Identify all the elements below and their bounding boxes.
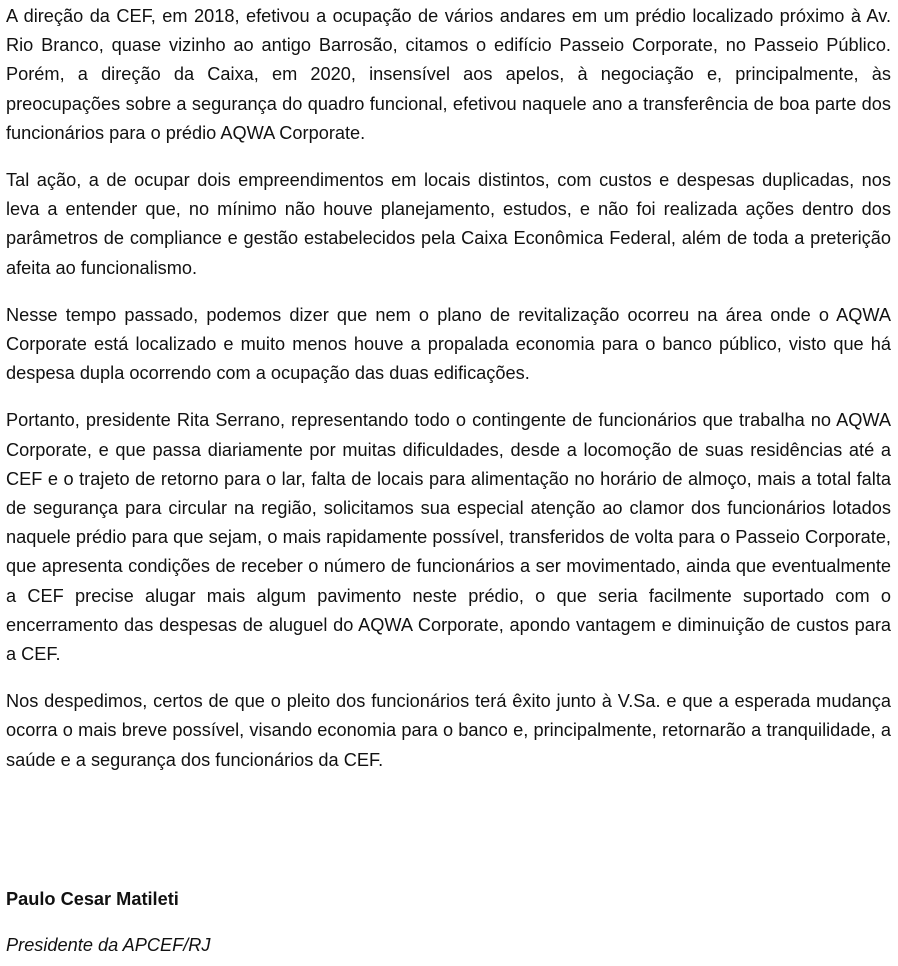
paragraph-5: Nos despedimos, certos de que o pleito dos funcionários terá êxito junto à V.Sa. e que a esperada mudança ocorra o mais breve possível, visando economia para o banco e, principalmente, retornarão a tranquilidade, a saúde e a segurança dos funcionários da CEF. xyxy=(6,691,891,770)
paragraph-4: Portanto, presidente Rita Serrano, representando todo o contingente de funcionários que trabalha no AQWA Corporate, e que passa diariamente por muitas dificuldades, desde a locomoção de suas residências até a CEF e o trajeto de retorno para o lar, falta de locais para alimentação no horário de almoço, mais a total falta de segurança para circular na região, solicitamos sua especial atenção ao clamor dos funcionários lotados naquele prédio para que sejam, o mais rapidamente possível, transferidos de volta para o Passeio Corporate, que apresenta condições de receber o número de funcionários a ser movimentado, ainda que eventualmente a CEF precise alugar mais algum pavimento neste prédio, o que seria facilmente suportado com o encerramento das despesas de aluguel do AQWA Corporate, apondo vantagem e diminuição de custos para a CEF. xyxy=(6,410,891,665)
letter-body xyxy=(6,2,891,793)
paragraph-1: A direção da CEF, em 2018, efetivou a ocupação de vários andares em um prédio localizado próximo à Av. Rio Branco, quase vizinho ao antigo Barrosão, citamos o edifício Passeio Corporate, no Passeio Público. Porém, a direção da Caixa, em 2020, insensível aos apelos, à negociação e, principalmente, às preocupações sobre a segurança do quadro funcional, efetivou naquele ano a transferência de boa parte dos funcionários para o prédio AQWA Corporate. xyxy=(6,6,891,143)
signatory-title: Presidente da APCEF/RJ xyxy=(6,935,211,955)
signature-block xyxy=(6,885,891,960)
signatory-name: Paulo Cesar Matileti xyxy=(6,889,179,909)
paragraph-3: Nesse tempo passado, podemos dizer que nem o plano de revitalização ocorreu na área onde o AQWA Corporate está localizado e muito menos houve a propalada economia para o banco público, visto que há despesa dupla ocorrendo com a ocupação das duas edificações. xyxy=(6,304,891,384)
paragraph-2: Tal ação, a de ocupar dois empreendimentos em locais distintos, com custos e despesas duplicadas, nos leva a entender que, no mínimo não houve planejamento, estudos, e não foi realizada ações dentro dos parâmetros de compliance e gestão estabelecidos pela Caixa Econômica Federal, além de toda a preterição afeita ao funcionalismo. xyxy=(6,170,891,278)
